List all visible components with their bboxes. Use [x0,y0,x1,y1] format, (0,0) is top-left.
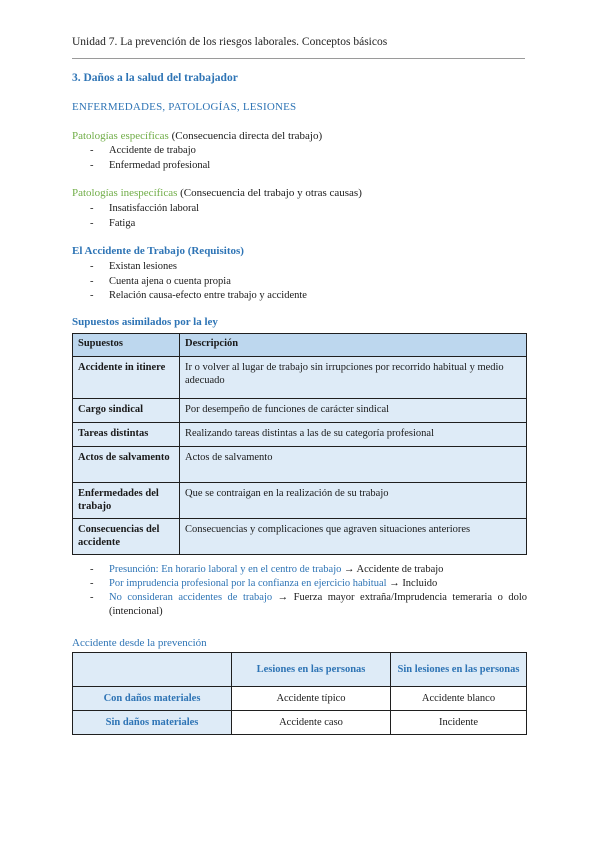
table-row [73,399,527,423]
note-result: Incluido [402,578,438,589]
table-row [73,687,527,711]
supuestos-heading: Supuestos asimilados por la ley [72,316,218,328]
table-header-cell: Descripción [180,334,527,357]
header-divider [72,58,525,59]
inespecificas-label: Patologías inespecíficas [72,187,178,199]
list-item: - Insatisfacción laboral [90,202,199,217]
page-header: Unidad 7. La prevención de los riesgos laborales. Conceptos básicos [72,36,388,48]
note-result: Fuerza mayor extraña/Imprudencia temeraria o dolo (intencional) [109,592,528,617]
table-row [73,711,527,735]
note-item [90,591,527,619]
list-item: - Existan lesiones [90,260,307,275]
arrow-icon: → [389,578,400,589]
especificas-label: Patologías específicas [72,130,169,142]
note-condition: Presunción: En horario laboral y en el centro de trabajo [109,564,342,575]
accidente-list [90,260,307,304]
row-key: Accidente in itinere [73,357,180,399]
row-key: Tareas distintas [73,423,180,447]
table-cell: Accidente caso [232,711,391,735]
note-condition: No consideran accidentes de trabajo [109,592,273,603]
row-key: Cargo sindical [73,399,180,423]
enfermedades-heading: ENFERMEDADES, PATOLOGÍAS, LESIONES [72,101,297,113]
list-item: - Accidente de trabajo [90,144,210,159]
row-key: Consecuencias del accidente [73,519,180,555]
inespecificas-note: (Consecuencia del trabajo y otras causas) [180,187,362,199]
list-item: - Enfermedad profesional [90,159,210,174]
list-item: - Fatiga [90,217,199,232]
row-key: Enfermedades del trabajo [73,483,180,519]
col-header-sin-lesiones: Sin lesiones en las personas [391,653,527,687]
list-item: - Cuenta ajena o cuenta propia [90,275,307,290]
table-cell: Accidente blanco [391,687,527,711]
note-item [90,563,527,577]
inespecificas-list [90,202,199,231]
row-value: Actos de salvamento [180,447,527,483]
note-condition: Por imprudencia profesional por la confianza en ejercicio habitual [109,578,387,589]
table-row [73,483,527,519]
supuestos-table [72,333,527,555]
prevencion-table [72,652,527,735]
row-value: Ir o volver al lugar de trabajo sin irrupciones por recorrido habitual y medio adecuado [180,357,527,399]
table-row [73,447,527,483]
row-value: Que se contraigan en la realización de su trabajo [180,483,527,519]
col-header-lesiones: Lesiones en las personas [232,653,391,687]
table-cell: Accidente típico [232,687,391,711]
arrow-icon: → [277,592,289,603]
row-value: Realizando tareas distintas a las de su categoría profesional [180,423,527,447]
especificas-note: (Consecuencia directa del trabajo) [171,130,323,142]
row-value: Consecuencias y complicaciones que agraven situaciones anteriores [180,519,527,555]
table-header-cell: Supuestos [73,334,180,357]
table-row [73,423,527,447]
especificas-line [72,130,322,142]
table-row [73,357,527,399]
list-item: - Relación causa-efecto entre trabajo y accidente [90,289,307,304]
table-cell: Incidente [391,711,527,735]
accidente-heading: El Accidente de Trabajo (Requisitos) [72,245,244,257]
inespecificas-line [72,187,362,199]
empty-corner-cell [73,653,232,687]
row-header: Sin daños materiales [73,711,232,735]
row-key: Actos de salvamento [73,447,180,483]
prevencion-heading: Accidente desde la prevención [72,637,207,649]
arrow-icon: → [344,564,355,575]
row-header: Con daños materiales [73,687,232,711]
note-item [90,577,527,591]
table-header-row [73,334,527,357]
notes-list [90,563,527,619]
note-result: Accidente de trabajo [356,564,444,575]
table-header-row [73,653,527,687]
table-row [73,519,527,555]
row-value: Por desempeño de funciones de carácter sindical [180,399,527,423]
section-title: 3. Daños a la salud del trabajador [72,72,238,84]
especificas-list [90,144,210,173]
